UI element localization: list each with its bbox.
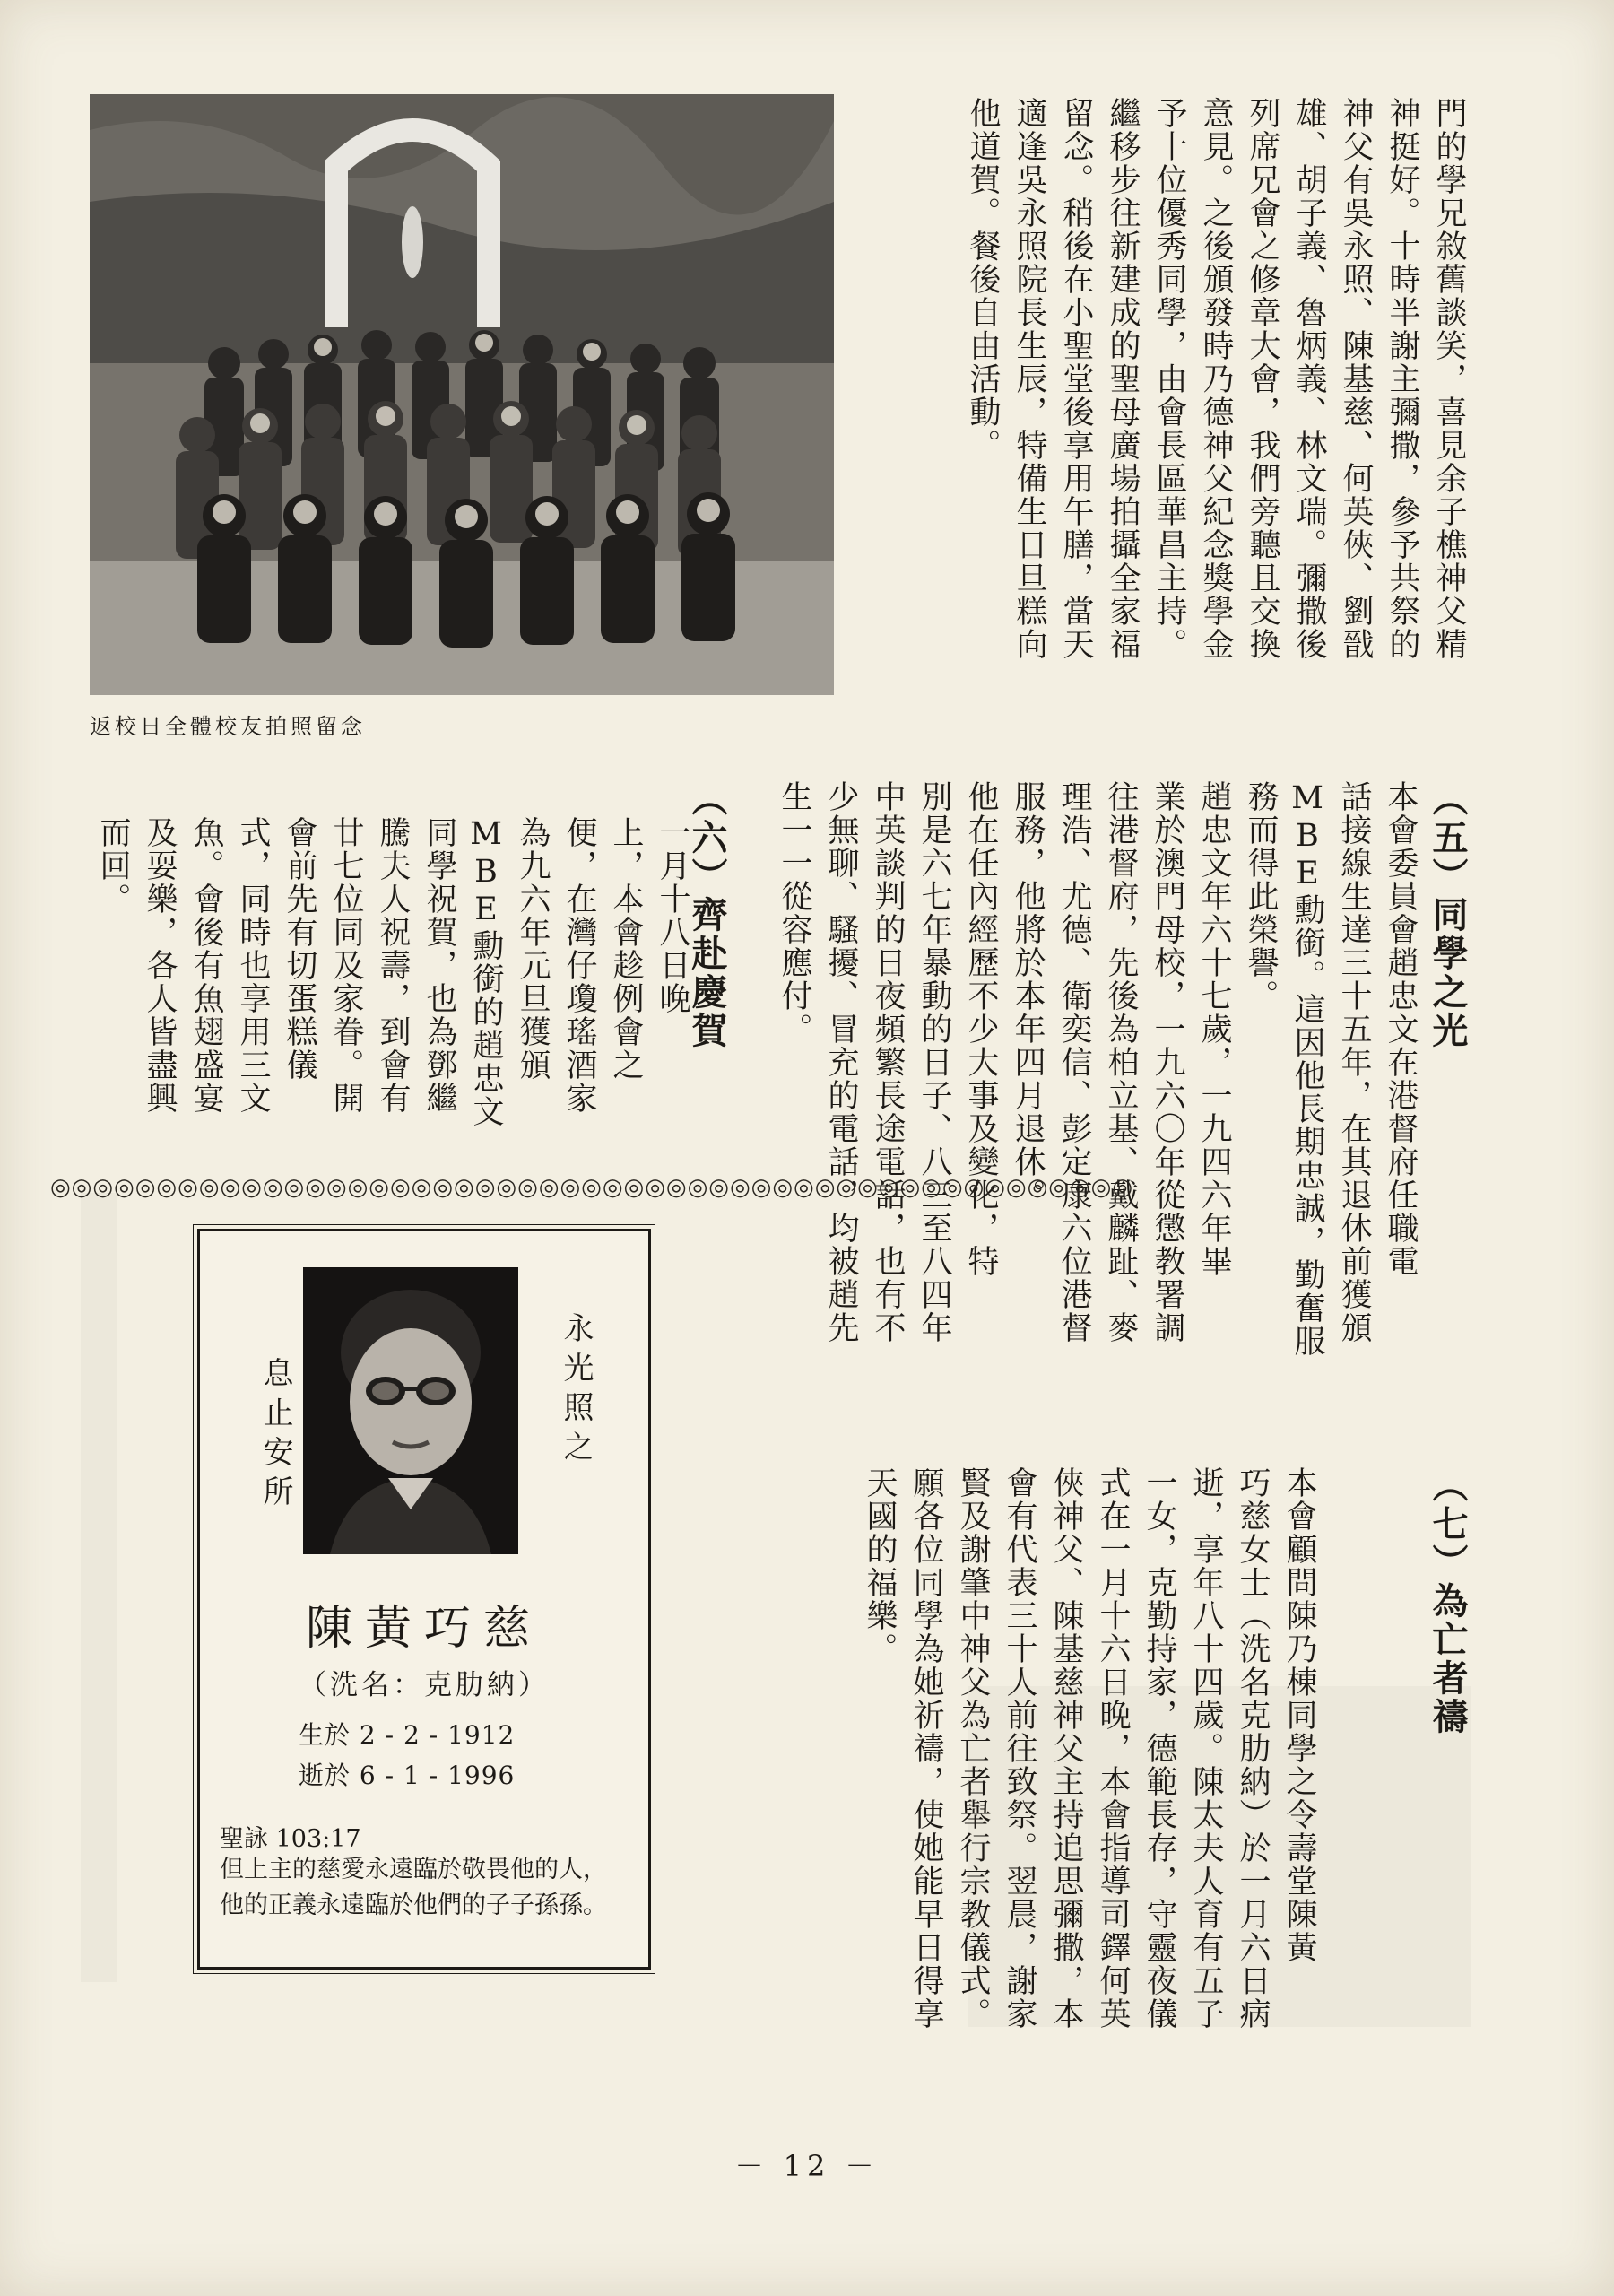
memorial-blessing-left: 息止安所: [257, 1357, 293, 1515]
intro-continuation-text: 門的學兄敘舊談笑，喜見余子樵神父精 神挺好。十時半謝主彌撒，參予共祭的 神父有吳永照、陳基慈、何英俠、劉戩 雄、胡子義、魯炳義、林文瑞。彌撒後 列席兄會之修章大會，我們旁聽且交換 意見。之後頒發時乃德神父紀念獎學金 予十位優秀同學，由會長區華昌主持。 繼移步往新建成的聖母廣場拍攝全家福 留念。稍後在小聖堂後享用午膳，當天 適逢吳永照院長生辰，特備生日旦糕向 他道賀。餐後自由活動。: [965, 97, 1467, 661]
memorial-baptism-name: （洗名：克肋納）: [299, 1669, 550, 1701]
memorial-blessing-right: 永光照之: [558, 1312, 594, 1470]
memorial-born: [299, 1716, 515, 1752]
memorial-portrait: [303, 1267, 518, 1554]
memorial-died: [299, 1756, 515, 1792]
section-seven-body: 本會顧問陳乃棟同學之令壽堂陳黃 巧慈女士（洗名克肋納）於一月六日病 逝，享年八十四歲。陳太夫人育有五子 一女，克勤持家，德範長存，守靈夜儀 式在一月十六日晚，本會指導司鐸何英 俠神父、陳基慈神父主持追思彌撒，本 會有代表三十人前往致祭。翌晨，謝家 賢及謝肇中神父為亡者舉行宗教儀式。 願各位同學為她祈禱，使她能早日得享 天國的福樂。: [862, 1466, 1317, 2031]
born-date: 2 - 2 - 1912: [359, 1720, 516, 1750]
memorial-card: [197, 1229, 651, 1970]
died-date: 6 - 1 - 1996: [359, 1761, 516, 1790]
memorial-name: 陳黃巧慈: [305, 1602, 542, 1656]
born-label: 生於: [299, 1720, 351, 1750]
section-six-heading: （六）齊赴慶賀: [686, 780, 727, 1050]
bleed-through-left: [81, 1193, 117, 1982]
group-photo: [90, 94, 834, 695]
photo-caption: 返校日全體校友拍照留念: [90, 714, 366, 739]
section-five-heading: （五）同學之光: [1427, 780, 1468, 1050]
ornament-divider: ◎◎◎◎◎◎◎◎◎◎◎◎◎◎◎◎◎◎◎◎◎◎◎◎◎◎◎◎◎◎◎◎◎◎◎◎◎◎◎◎◎◎◎◎◎◎◎◎◎◎◎: [50, 1174, 1134, 1201]
section-five-body: 本會委員會趙忠文在港督府任職電 話接線生達三十五年，在其退休前獲頒 MBE勳銜。這因他長期忠誠，勤奮服 務而得此榮譽。 趙忠文年六十七歲，一九四六年畢 業於澳門母校，一九六〇年從懲教署調 往港督府，先後為柏立基、戴麟趾、麥 理浩、尤德、衛奕信、彭定康六位港督 服務，他將於本年四月退休。 他在任內經歷不少大事及變化，特 別是六七年暴動的日子、八三至八四年 中英談判的日夜頻繁長途電話，也有不 少無聊、騷擾、冒充的電話，均被趙先 生一一從容應付。: [777, 780, 1419, 1358]
died-label: 逝於: [299, 1761, 351, 1790]
section-six-body: 一月十八日晚 上，本會趁例會之 便，在灣仔瓊瑤酒家 為九六年元旦獲頒 MBE勳銜的趙忠文 同學祝賀，也為鄧繼 騰夫人祝壽，到會有 廿七位同及家眷。開 會前先有切蛋糕儀 式，同時也享用三文 魚。會後有魚翅盛宴 及耍樂，各人皆盡興 而回。: [95, 816, 690, 1128]
memorial-verse-text: 但上主的慈愛永遠臨於敬畏他的人，他的正義永遠臨於他們的子子孫孫。: [220, 1856, 607, 1919]
section-seven-heading: （七）為亡者禱: [1427, 1466, 1468, 1736]
memorial-verse-reference: 聖詠 103:17: [220, 1825, 361, 1853]
page-number: － 12 －: [734, 2149, 880, 2183]
